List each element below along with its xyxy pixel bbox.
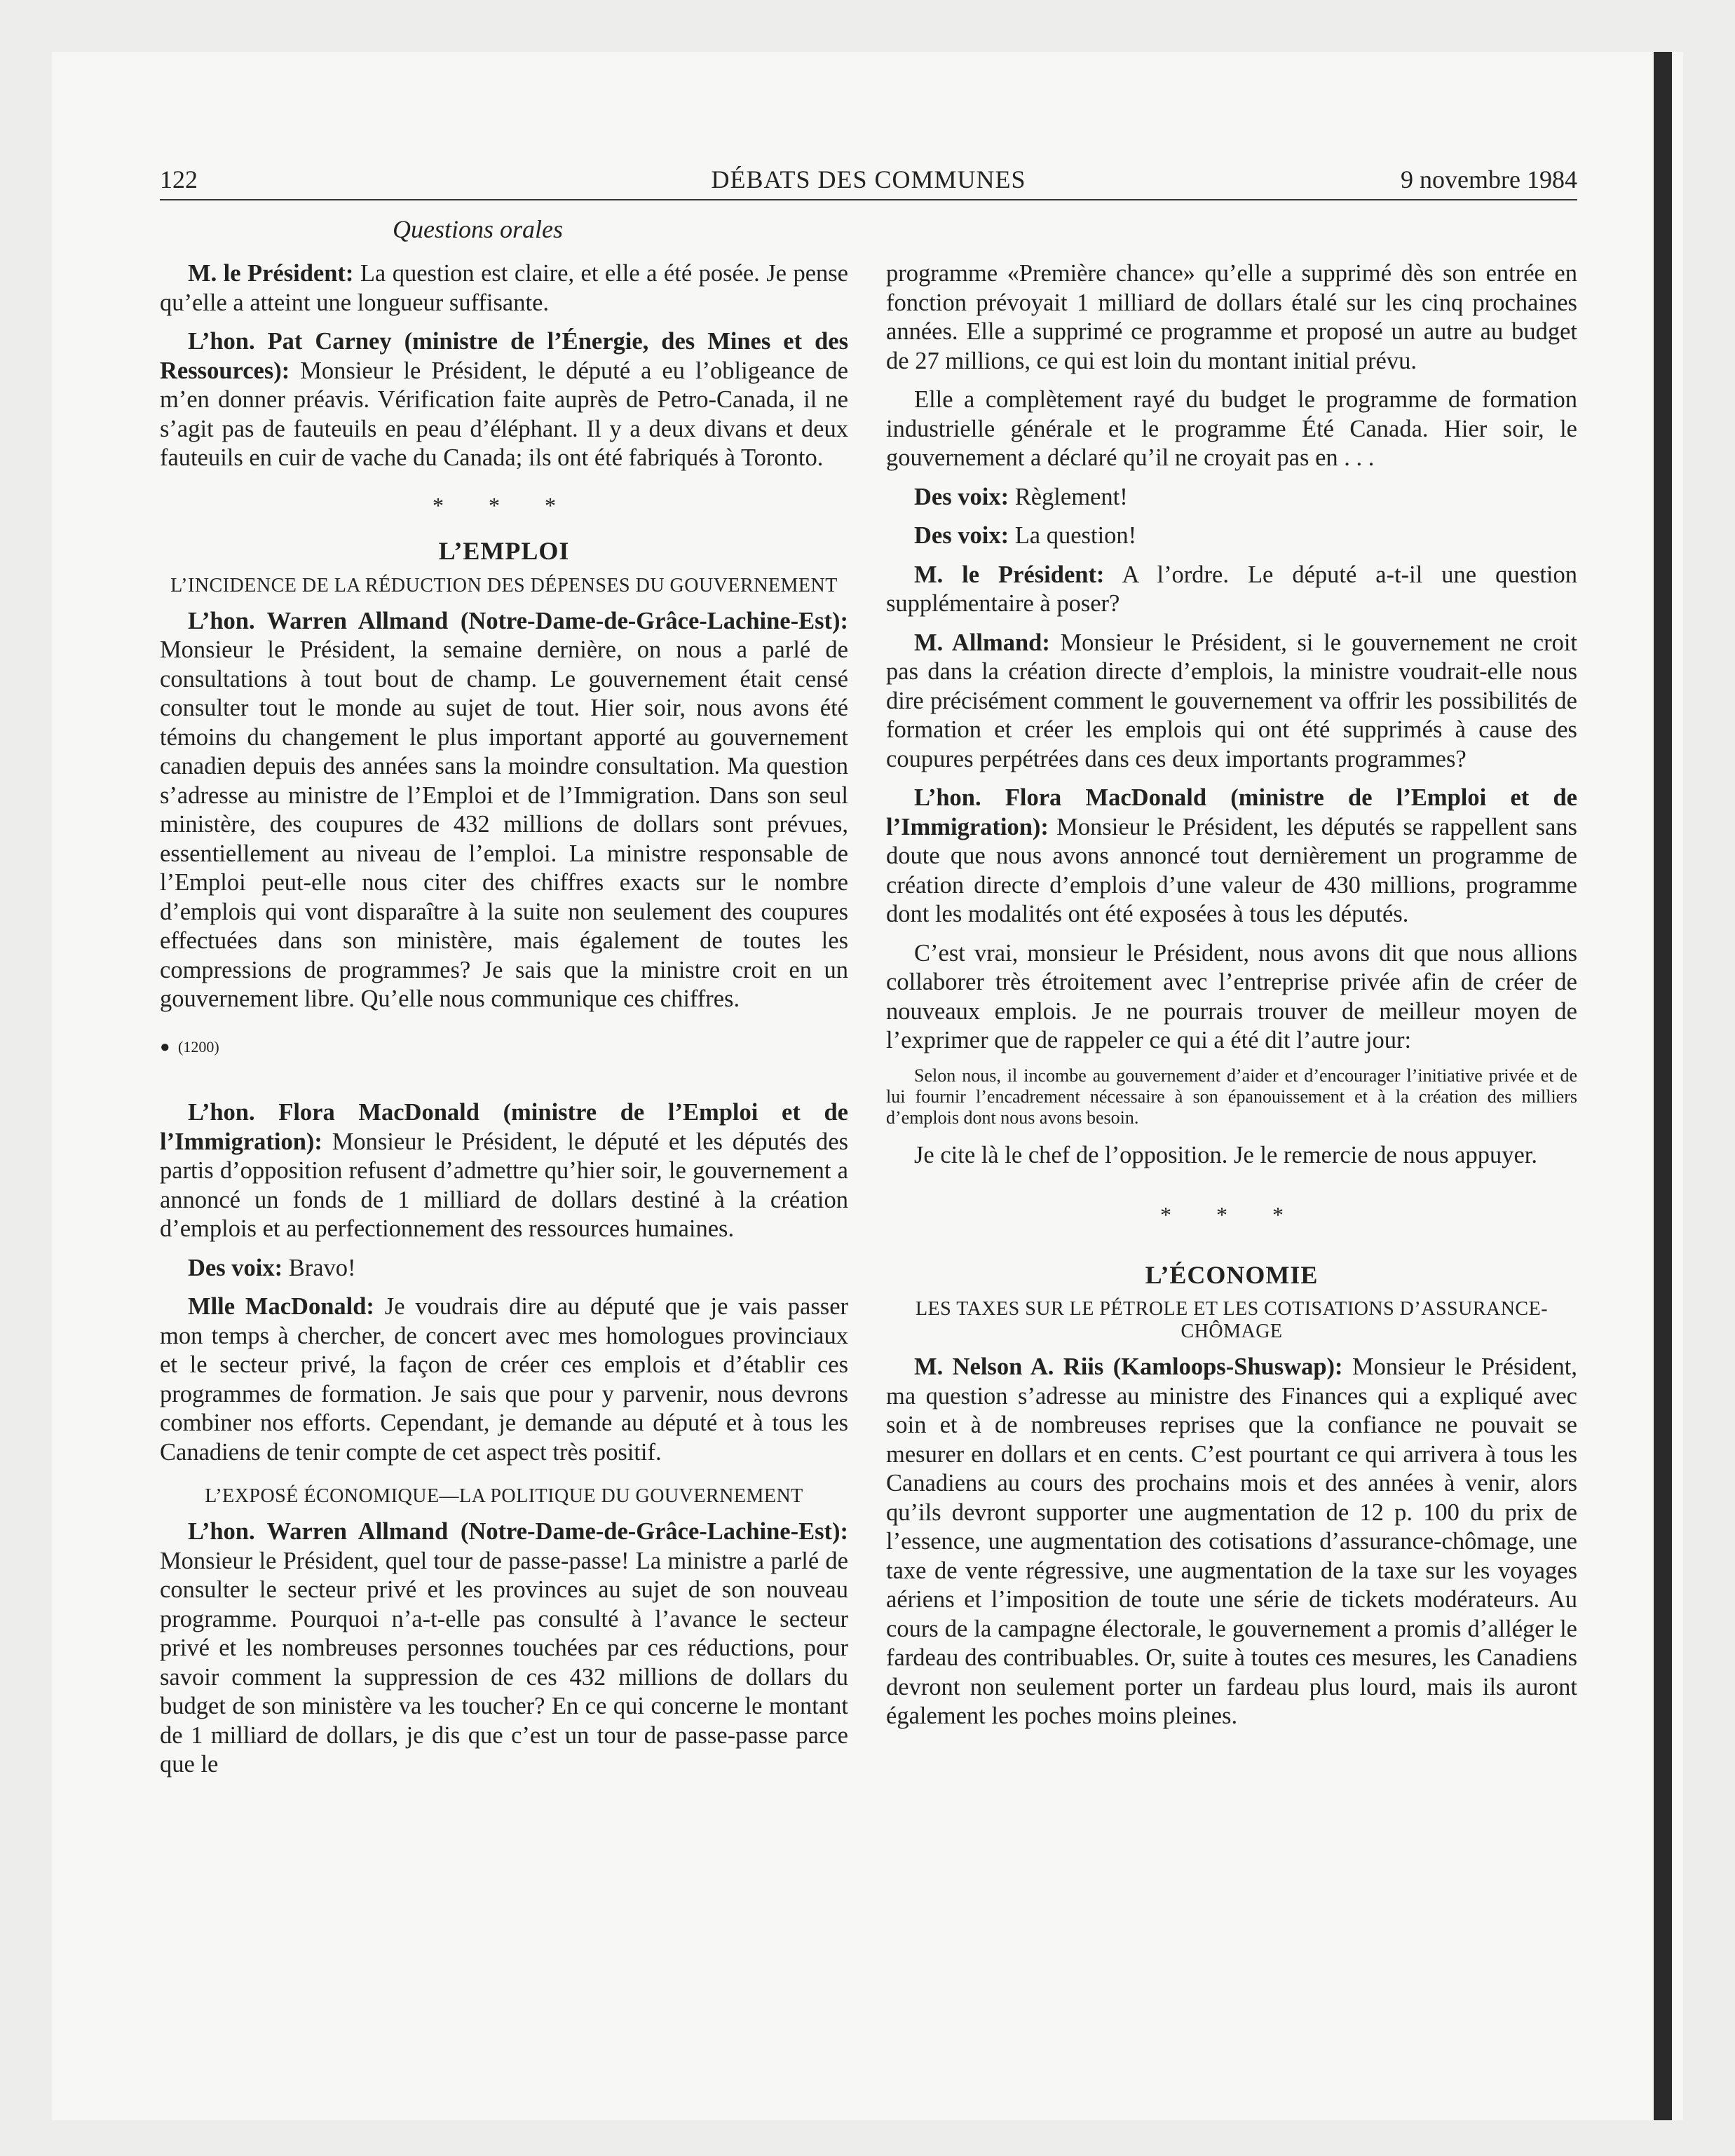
speaker: M. le Président: xyxy=(188,260,354,287)
right-column xyxy=(886,259,1577,1741)
paragraph xyxy=(886,784,1577,929)
paragraph xyxy=(886,939,1577,1056)
paragraph-text: La question! xyxy=(1009,522,1137,549)
speaker: Des voix: xyxy=(914,522,1009,549)
paragraph-text: Monsieur le Président, la semaine dernière, on nous a parlé de consultations à tout bout de champ. Le gouvernement était censé consulter tout le monde au sujet de tout. Hier soir, nous avons été témoins du changement le plus important apporté au gouvernement canadien depuis des années sans la moindre consultation. Ma question s’adresse au ministre de l’Emploi et de l’Immigration. Dans son seul ministère, des coupures de 432 millions de dollars sont prévues, essentiellement au niveau de l’emploi. La ministre responsable de l’Emploi peut-elle nous citer des chiffres exacts sur le nombre d’emplois qui vont disparaître à la suite non seulement des coupures effectuées dans son ministère, mais également de toutes les compressions de programmes? Je sais que la ministre croit en un gouvernement libre. Qu’elle nous communique ces chiffres. xyxy=(160,636,848,1012)
speaker: Mlle MacDonald: xyxy=(188,1293,374,1320)
left-column xyxy=(160,259,848,1789)
block-quote: Selon nous, il incombe au gouvernement d’aider et d’encourager l’initiative privée et de lui fournir l’encadrement nécessaire à son épanouissement et à la création des milliers d’emplois dont nous avons besoin. xyxy=(886,1065,1577,1128)
speaker: M. le Président: xyxy=(914,561,1105,588)
paragraph xyxy=(886,629,1577,775)
speaker: M. Allmand: xyxy=(914,629,1050,656)
paragraph xyxy=(160,607,848,1014)
page-number: 122 xyxy=(160,165,198,193)
paragraph xyxy=(160,1098,848,1244)
speaker: Des voix: xyxy=(914,483,1009,510)
speaker: L’hon. Flora MacDonald (ministre de l’Emploi et de l’Immigration): xyxy=(160,1099,848,1155)
time-marker-text: (1200) xyxy=(178,1037,219,1056)
paragraph xyxy=(160,327,848,473)
paragraph-text: programme «Première chance» qu’elle a supprimé dès son entrée en fonction prévoyait 1 milliard de dollars étalé sur les cinq prochaines années. Elle a supprimé ce programme et proposé un autre au budget de 27 millions, ce qui est loin du montant initial prévu. xyxy=(886,260,1577,374)
binding-edge xyxy=(1654,52,1672,2120)
paragraph-text: Elle a complètement rayé du budget le programme de formation industrielle générale et le programme Été Canada. Hier soir, le gouvernement a déclaré qu’il ne croyait pas en . . . xyxy=(886,386,1577,471)
paragraph-text: Monsieur le Président, le député et les députés des partis d’opposition refusent d’admettre qu’hier soir, le gouvernement a annoncé un fonds de 1 milliard de dollars destiné à la création d’emplois et au perfectionnement des ressources humaines. xyxy=(160,1128,848,1242)
paragraph-text: Monsieur le Président, si le gouvernement ne croit pas dans la création directe d’emplois, la ministre voudrait-elle nous dire précisément comment le gouvernement va offrir les possibilités de formation et créer les emplois qui ont été supprimés à cause des coupures perpétrées dans ces deux importants programmes? xyxy=(886,629,1577,772)
paragraph xyxy=(886,483,1577,512)
paragraph xyxy=(886,386,1577,473)
paragraph xyxy=(886,561,1577,619)
paragraph-text: La question est claire, et elle a été posée. Je pense qu’elle a atteint une longueur suffisante. xyxy=(160,260,848,316)
section-separator: * * * xyxy=(433,492,576,518)
publication-date: 9 novembre 1984 xyxy=(1401,165,1577,193)
paragraph xyxy=(886,1141,1577,1171)
speaker: M. Nelson A. Riis (Kamloops-Shuswap): xyxy=(914,1353,1343,1380)
paragraph xyxy=(886,521,1577,551)
section-label: Questions orales xyxy=(393,215,563,243)
section-separator: * * * xyxy=(1160,1202,1303,1227)
paragraph-text: Monsieur le Président, les députés se rappellent sans doute que nous avons annoncé tout dernièrement un programme de création directe d’emplois d’une valeur de 430 millions, programme dont les modalités ont été exposées à tous les députés. xyxy=(886,813,1577,927)
speaker: L’hon. Warren Allmand (Notre-Dame-de-Grâce-Lachine-Est): xyxy=(188,1518,848,1545)
topic-subheading: L’EXPOSÉ ÉCONOMIQUE—LA POLITIQUE DU GOUVERNEMENT xyxy=(205,1485,803,1507)
speaker: L’hon. Flora MacDonald (ministre de l’Emploi et de l’Immigration): xyxy=(886,784,1577,840)
publication-title: DÉBATS DES COMMUNES xyxy=(711,165,1026,193)
paragraph xyxy=(886,259,1577,376)
paragraph xyxy=(160,1517,848,1780)
paragraph-text: Règlement! xyxy=(1009,483,1128,510)
topic-subheading: L’INCIDENCE DE LA RÉDUCTION DES DÉPENSES DU GOUVERNEMENT xyxy=(170,574,838,596)
time-marker xyxy=(160,1032,848,1063)
paragraph-text: Bravo! xyxy=(283,1254,356,1281)
speaker: L’hon. Pat Carney (ministre de l’Énergie, des Mines et des Ressources): xyxy=(160,328,848,384)
section-heading: L’EMPLOI xyxy=(438,537,570,565)
paragraph-text: A l’ordre. Le député a-t-il une question supplémentaire à poser? xyxy=(886,561,1577,617)
paragraph-text: Je cite là le chef de l’opposition. Je le remercie de nous appuyer. xyxy=(914,1141,1537,1168)
paragraph xyxy=(160,1292,848,1467)
paragraph-text: C’est vrai, monsieur le Président, nous avons dit que nous allions collaborer très étroitement avec l’entreprise privée afin de créer de nouveaux emplois. Je ne pourrais trouver de meilleur moyen de l’exprimer que de rappeler ce qui a été dit l’autre jour: xyxy=(886,939,1577,1053)
paragraph-text: Monsieur le Président, le député a eu l’obligeance de m’en donner préavis. Vérification faite auprès de Petro-Canada, il ne s’agit pas de fauteuils en peau d’éléphant. Il y a deux divans et deux fauteuils en cuir de vache du Canada; ils ont été fabriqués à Toronto. xyxy=(160,357,848,471)
topic-subheading: LES TAXES SUR LE PÉTROLE ET LES COTISATIONS D’ASSURANCE-CHÔMAGE xyxy=(915,1298,1549,1342)
section-heading: L’ÉCONOMIE xyxy=(1145,1260,1319,1289)
paragraph xyxy=(886,1353,1577,1731)
paragraph xyxy=(160,259,848,318)
paragraph-text: Monsieur le Président, quel tour de passe-passe! La ministre a parlé de consulter le secteur privé et les provinces au sujet de son nouveau programme. Pourquoi n’a-t-elle pas consulté à l’avance le secteur privé et les nombreuses personnes touchées par ces réductions, pour savoir comment la suppression de ces 432 millions de dollars du budget de son ministère va les toucher? En ce qui concerne le montant de 1 milliard de dollars, je dis que c’est un tour de passe-passe parce que le xyxy=(160,1547,848,1778)
paragraph-text: Monsieur le Président, ma question s’adresse au ministre des Finances qui a expliqué avec soin et à de nombreuses reprises que la confiance ne pouvait se mesurer en dollars et en cents. C’est pourtant ce qui arrivera à tous les Canadiens au cours des prochains mois et des années à venir, alors qu’ils devront supporter une augmentation de 12 p. 100 du prix de l’essence, une augmentation des cotisations d’assurance-chômage, une taxe de vente régressive, une augmentation de la taxe sur les voyages aériens et l’imposition de toute une série de tickets modérateurs. Au cours de la campagne électorale, le gouvernement a promis d’alléger le fardeau des contribuables. Or, suite à toutes ces mesures, les Canadiens devront non seulement porter un fardeau plus lourd, mais ils auront également les poches moins pleines. xyxy=(886,1353,1577,1729)
speaker: Des voix: xyxy=(188,1254,283,1281)
paragraph xyxy=(160,1254,848,1283)
page-header xyxy=(160,165,1577,200)
paragraph-text: Je voudrais dire au député que je vais passer mon temps à chercher, de concert avec mes homologues provinciaux et le secteur privé, la façon de créer ces emplois et d’établir ces programmes de formation. Je sais que pour y parvenir, nous devrons combiner nos efforts. Cependant, je demande au député et à tous les Canadiens de tenir compte de cet aspect très positif. xyxy=(160,1293,848,1466)
speaker: L’hon. Warren Allmand (Notre-Dame-de-Grâce-Lachine-Est): xyxy=(188,607,848,634)
bullet-icon: ● xyxy=(160,1037,170,1056)
